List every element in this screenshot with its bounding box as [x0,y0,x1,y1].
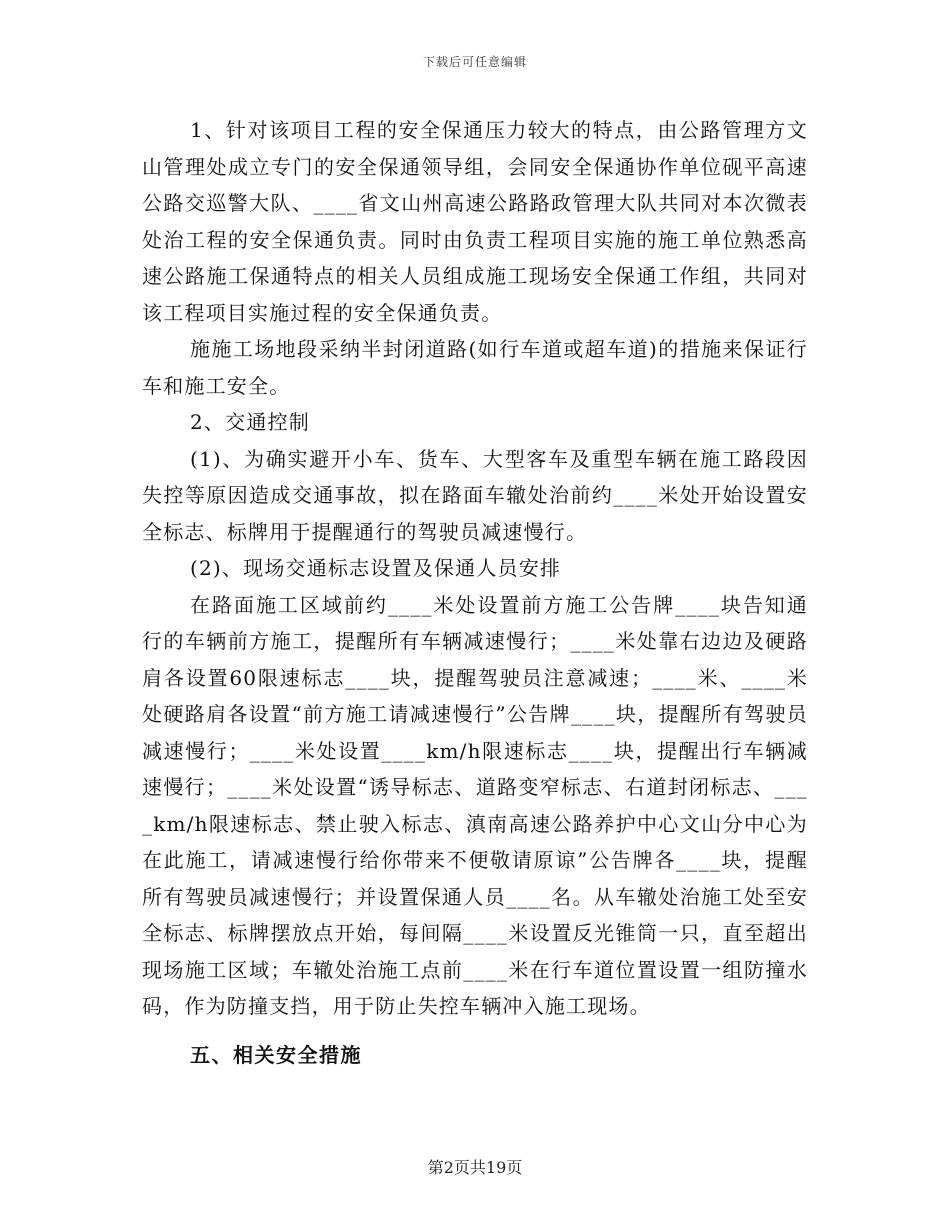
paragraph-safety-organization: 1、针对该项目工程的安全保通压力较大的特点，由公路管理方文山管理处成立专门的安全保通领导组，会同安全保通协作单位砚平高速公路交巡警大队、____省文山州高速公路路政管理大队共同对本次微表处治工程的安全保通负责。同时由负责工程项目实施的施工单位熟悉高速公路施工保通特点的相关人员组成施工现场安全保通工作组，共同对该工程项目实施过程的安全保通负责。 [142,118,808,325]
page-header: 下载后可任意编辑 [422,55,527,69]
page-number: 第2页共19页 [427,1158,523,1177]
heading-traffic-control: 2、交通控制 [190,410,310,434]
section-heading-safety-measures: 五、相关安全措施 [190,1042,362,1067]
paragraph-half-closure: 施施工场地段采纳半封闭道路(如行车道或超车道)的措施来保证行车和施工安全。 [142,337,808,398]
paragraph-sign-placement: 在路面施工区域前约____米处设置前方施工公告牌____块告知通行的车辆前方施工，提醒所有车辆减速慢行；____米处靠右边边及硬路肩各设置60限速标志____块，提醒驾驶员注意减速；____米、____米处硬路肩各设置“前方施工请减速慢行”公告牌____块，提醒所有驾驶员减速慢行；____米处设置____km/h限速标志____块，提醒出行车辆减速慢行；____米处设置“诱导标志、道路变窄标志、右道封闭标志、____km/h限速标志、禁止驶入标志、滇南高速公路养护中心文山分中心为在此施工，请减速慢行给你带来不便敬请原谅”公告牌各____块，提醒所有驾驶员减速慢行；并设置保通人员____名。从车辙处治施工处至安全标志、标牌摆放点开始，每间隔____米设置反光锥筒一只，直至超出现场施工区域；车辙处治施工点前____米在行车道位置设置一组防撞水码，作为防撞支挡，用于防止失控车辆冲入施工现场。 [142,592,808,1018]
heading-control-item-2: (2)、现场交通标志设置及保通人员安排 [190,556,562,580]
document-body [142,112,808,1073]
paragraph-control-item-1: (1)、为确实避开小车、货车、大型客车及重型车辆在施工路段因失控等原因造成交通事故，拟在路面车辙处治前约____米处开始设置安全标志、标牌用于提醒通行的驾驶员减速慢行。 [142,446,808,544]
